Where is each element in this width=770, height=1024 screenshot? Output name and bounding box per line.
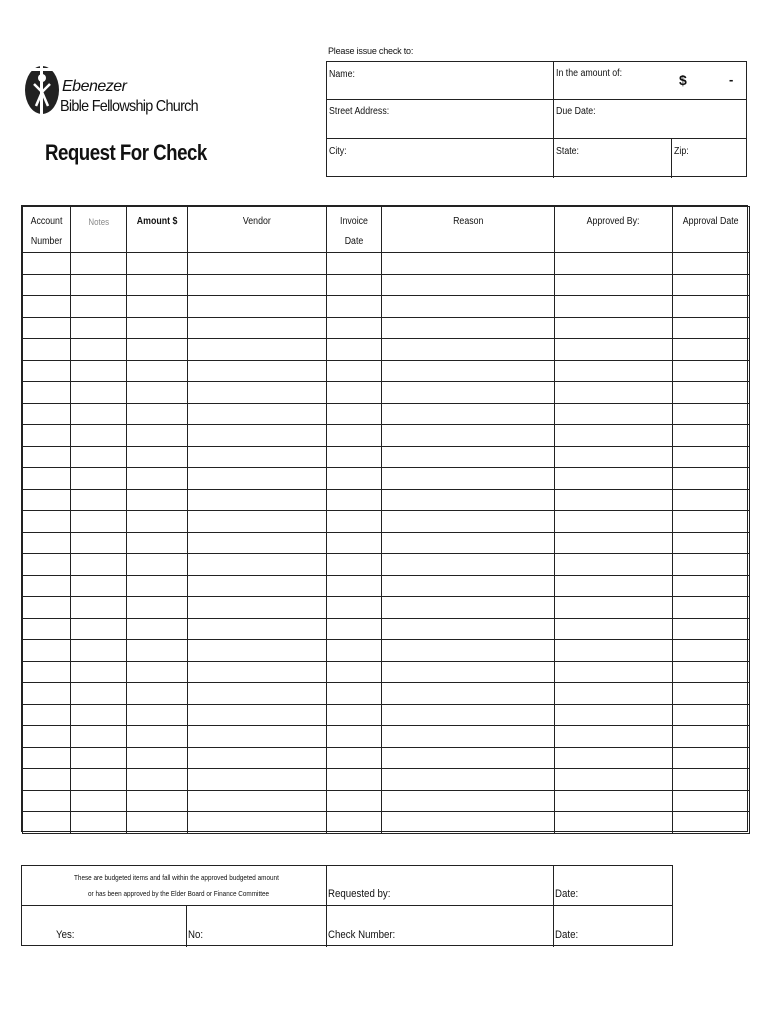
table-cell[interactable] — [188, 812, 327, 834]
table-cell[interactable] — [673, 661, 750, 683]
table-cell[interactable] — [382, 640, 555, 662]
table-cell[interactable] — [327, 317, 382, 339]
table-cell[interactable] — [673, 812, 750, 834]
table-cell[interactable] — [673, 683, 750, 705]
table-cell[interactable] — [673, 532, 750, 554]
table-cell[interactable] — [382, 618, 555, 640]
table-cell[interactable] — [188, 360, 327, 382]
table-cell[interactable] — [673, 339, 750, 361]
table-row — [23, 726, 750, 748]
table-cell[interactable] — [127, 726, 188, 748]
table-cell[interactable] — [327, 769, 382, 791]
table-cell[interactable] — [188, 382, 327, 404]
table-row — [23, 425, 750, 447]
date-label-1: Date: — [555, 888, 579, 900]
col-reason: Reason — [382, 207, 555, 253]
cross-figure-icon — [22, 54, 62, 120]
table-cell[interactable] — [673, 489, 750, 511]
table-cell[interactable] — [327, 554, 382, 576]
table-cell[interactable] — [188, 339, 327, 361]
table-cell[interactable] — [327, 425, 382, 447]
table-cell[interactable] — [23, 704, 71, 726]
table-cell[interactable] — [382, 446, 555, 468]
table-cell[interactable] — [382, 339, 555, 361]
table-row — [23, 274, 750, 296]
table-cell[interactable] — [71, 446, 127, 468]
table-cell[interactable] — [673, 597, 750, 619]
table-row — [23, 769, 750, 791]
table-cell[interactable] — [23, 597, 71, 619]
table-cell[interactable] — [555, 726, 673, 748]
table-cell[interactable] — [127, 253, 188, 275]
table-cell[interactable] — [188, 253, 327, 275]
col-amount: Amount $ — [127, 207, 188, 253]
street-address-label: Street Address: — [329, 106, 390, 117]
table-row — [23, 683, 750, 705]
table-cell[interactable] — [188, 317, 327, 339]
table-row — [23, 446, 750, 468]
table-cell[interactable] — [23, 726, 71, 748]
logo-line-1: Ebenezer — [62, 78, 127, 95]
table-cell[interactable] — [673, 253, 750, 275]
table-cell[interactable] — [382, 253, 555, 275]
table-cell[interactable] — [382, 382, 555, 404]
table-cell[interactable] — [382, 812, 555, 834]
table-cell[interactable] — [673, 296, 750, 318]
table-cell[interactable] — [23, 425, 71, 447]
table-cell[interactable] — [188, 618, 327, 640]
table-cell[interactable] — [188, 661, 327, 683]
table-cell[interactable] — [327, 296, 382, 318]
table-cell[interactable] — [127, 382, 188, 404]
table-cell[interactable] — [188, 554, 327, 576]
table-cell[interactable] — [382, 425, 555, 447]
table-cell[interactable] — [327, 253, 382, 275]
table-row — [23, 468, 750, 490]
table-cell[interactable] — [673, 382, 750, 404]
table-row — [23, 597, 750, 619]
table-cell[interactable] — [127, 360, 188, 382]
payee-info-box — [326, 61, 747, 177]
table-cell[interactable] — [382, 597, 555, 619]
table-cell[interactable] — [327, 489, 382, 511]
approval-footer-box — [21, 865, 673, 946]
table-cell[interactable] — [127, 296, 188, 318]
table-cell[interactable] — [127, 425, 188, 447]
table-cell[interactable] — [188, 597, 327, 619]
yes-label: Yes: — [56, 929, 75, 941]
table-cell[interactable] — [71, 575, 127, 597]
table-cell[interactable] — [188, 747, 327, 769]
table-cell[interactable] — [382, 360, 555, 382]
table-cell[interactable] — [127, 489, 188, 511]
table-row — [23, 640, 750, 662]
table-cell[interactable] — [382, 747, 555, 769]
table-cell[interactable] — [23, 489, 71, 511]
table-cell[interactable] — [71, 812, 127, 834]
table-cell[interactable] — [127, 683, 188, 705]
table-cell[interactable] — [555, 360, 673, 382]
check-number-label: Check Number: — [328, 929, 396, 941]
table-cell[interactable] — [127, 769, 188, 791]
church-logo — [22, 54, 198, 122]
table-cell[interactable] — [555, 597, 673, 619]
table-cell[interactable] — [327, 339, 382, 361]
table-row — [23, 704, 750, 726]
table-cell[interactable] — [673, 274, 750, 296]
issue-check-label: Please issue check to: — [328, 46, 414, 56]
table-cell[interactable] — [127, 597, 188, 619]
table-cell[interactable] — [555, 532, 673, 554]
table-cell[interactable] — [188, 769, 327, 791]
line-items-table — [21, 205, 748, 832]
table-cell[interactable] — [188, 446, 327, 468]
table-cell[interactable] — [555, 425, 673, 447]
table-cell[interactable] — [382, 554, 555, 576]
table-cell[interactable] — [382, 296, 555, 318]
table-cell[interactable] — [673, 769, 750, 791]
table-cell[interactable] — [673, 618, 750, 640]
table-cell[interactable] — [127, 640, 188, 662]
table-cell[interactable] — [555, 296, 673, 318]
table-cell[interactable] — [673, 446, 750, 468]
table-cell[interactable] — [382, 704, 555, 726]
table-cell[interactable] — [23, 468, 71, 490]
table-row — [23, 790, 750, 812]
table-cell[interactable] — [71, 532, 127, 554]
table-cell[interactable] — [673, 403, 750, 425]
amount-label: In the amount of: — [556, 68, 623, 79]
table-cell[interactable] — [327, 640, 382, 662]
table-row — [23, 747, 750, 769]
table-cell[interactable] — [382, 575, 555, 597]
table-cell[interactable] — [673, 575, 750, 597]
table-row — [23, 317, 750, 339]
col-account-number: Account Number — [23, 207, 71, 253]
table-cell[interactable] — [127, 274, 188, 296]
table-cell[interactable] — [382, 317, 555, 339]
table-cell[interactable] — [327, 747, 382, 769]
table-cell[interactable] — [71, 661, 127, 683]
table-cell[interactable] — [327, 446, 382, 468]
table-cell[interactable] — [327, 704, 382, 726]
table-cell[interactable] — [382, 726, 555, 748]
table-cell[interactable] — [127, 403, 188, 425]
table-cell[interactable] — [23, 253, 71, 275]
table-cell[interactable] — [127, 511, 188, 533]
table-cell[interactable] — [327, 790, 382, 812]
table-cell[interactable] — [23, 769, 71, 791]
table-cell[interactable] — [673, 704, 750, 726]
table-cell[interactable] — [127, 790, 188, 812]
table-cell[interactable] — [23, 532, 71, 554]
table-cell[interactable] — [127, 747, 188, 769]
table-cell[interactable] — [188, 274, 327, 296]
table-cell[interactable] — [555, 683, 673, 705]
col-invoice-date: Invoice Date — [327, 207, 382, 253]
table-cell[interactable] — [382, 532, 555, 554]
table-cell[interactable] — [555, 704, 673, 726]
table-cell[interactable] — [23, 790, 71, 812]
table-cell[interactable] — [23, 446, 71, 468]
table-cell[interactable] — [23, 382, 71, 404]
table-row — [23, 360, 750, 382]
table-cell[interactable] — [327, 532, 382, 554]
table-cell[interactable] — [673, 640, 750, 662]
table-cell[interactable] — [188, 726, 327, 748]
table-cell[interactable] — [555, 554, 673, 576]
table-cell[interactable] — [23, 511, 71, 533]
table-cell[interactable] — [23, 274, 71, 296]
table-cell[interactable] — [23, 317, 71, 339]
date-label-2: Date: — [555, 929, 579, 941]
table-cell[interactable] — [23, 296, 71, 318]
amount-currency: $ — [679, 72, 687, 88]
table-cell[interactable] — [555, 618, 673, 640]
table-cell[interactable] — [23, 618, 71, 640]
table-cell[interactable] — [382, 274, 555, 296]
table-cell[interactable] — [327, 726, 382, 748]
table-cell[interactable] — [382, 683, 555, 705]
table-cell[interactable] — [382, 489, 555, 511]
table-cell[interactable] — [673, 511, 750, 533]
table-cell[interactable] — [555, 317, 673, 339]
table-cell[interactable] — [71, 597, 127, 619]
table-row — [23, 382, 750, 404]
table-cell[interactable] — [188, 640, 327, 662]
zip-label: Zip: — [674, 146, 689, 157]
table-cell[interactable] — [71, 747, 127, 769]
table-cell[interactable] — [127, 618, 188, 640]
table-cell[interactable] — [673, 468, 750, 490]
due-date-label: Due Date: — [556, 106, 596, 117]
table-cell[interactable] — [23, 683, 71, 705]
table-cell[interactable] — [673, 726, 750, 748]
table-cell[interactable] — [127, 554, 188, 576]
table-row — [23, 253, 750, 275]
table-row — [23, 532, 750, 554]
col-notes: Notes — [71, 207, 127, 253]
col-vendor: Vendor — [188, 207, 327, 253]
table-cell[interactable] — [327, 511, 382, 533]
requested-by-label: Requested by: — [328, 888, 391, 900]
table-cell[interactable] — [71, 253, 127, 275]
table-cell[interactable] — [673, 554, 750, 576]
table-cell[interactable] — [382, 790, 555, 812]
table-row — [23, 618, 750, 640]
table-cell[interactable] — [71, 274, 127, 296]
table-cell[interactable] — [555, 790, 673, 812]
table-cell[interactable] — [71, 403, 127, 425]
table-cell[interactable] — [127, 575, 188, 597]
table-cell[interactable] — [71, 683, 127, 705]
table-row — [23, 661, 750, 683]
table-cell[interactable] — [71, 511, 127, 533]
table-cell[interactable] — [673, 317, 750, 339]
table-cell[interactable] — [555, 747, 673, 769]
table-cell[interactable] — [327, 683, 382, 705]
logo-line-2: Bible Fellowship Church — [60, 98, 198, 115]
table-cell[interactable] — [555, 339, 673, 361]
table-cell[interactable] — [555, 403, 673, 425]
table-row — [23, 489, 750, 511]
col-approved-by: Approved By: — [555, 207, 673, 253]
table-cell[interactable] — [327, 597, 382, 619]
table-cell[interactable] — [71, 382, 127, 404]
table-cell[interactable] — [71, 790, 127, 812]
table-cell[interactable] — [71, 339, 127, 361]
table-cell[interactable] — [71, 618, 127, 640]
table-cell[interactable] — [127, 339, 188, 361]
table-cell[interactable] — [71, 726, 127, 748]
table-cell[interactable] — [673, 747, 750, 769]
table-cell[interactable] — [23, 661, 71, 683]
table-cell[interactable] — [127, 468, 188, 490]
table-row — [23, 296, 750, 318]
table-cell[interactable] — [188, 296, 327, 318]
table-row — [23, 812, 750, 834]
name-label: Name: — [329, 69, 355, 80]
table-cell[interactable] — [71, 360, 127, 382]
table-cell[interactable] — [71, 640, 127, 662]
table-cell[interactable] — [555, 575, 673, 597]
table-cell[interactable] — [327, 661, 382, 683]
table-cell[interactable] — [555, 489, 673, 511]
table-cell[interactable] — [555, 382, 673, 404]
table-cell[interactable] — [23, 640, 71, 662]
table-cell[interactable] — [71, 296, 127, 318]
table-cell[interactable] — [673, 360, 750, 382]
table-cell[interactable] — [71, 468, 127, 490]
page-title: Request For Check — [45, 140, 207, 165]
col-approval-date: Approval Date — [673, 207, 750, 253]
table-cell[interactable] — [127, 446, 188, 468]
table-cell[interactable] — [188, 575, 327, 597]
table-cell[interactable] — [327, 403, 382, 425]
table-cell[interactable] — [382, 661, 555, 683]
table-cell[interactable] — [327, 274, 382, 296]
state-label: State: — [556, 146, 580, 157]
table-cell[interactable] — [188, 468, 327, 490]
table-cell[interactable] — [555, 468, 673, 490]
table-cell[interactable] — [127, 812, 188, 834]
table-cell[interactable] — [23, 812, 71, 834]
table-cell[interactable] — [555, 812, 673, 834]
table-cell[interactable] — [382, 769, 555, 791]
table-cell[interactable] — [188, 683, 327, 705]
table-cell[interactable] — [188, 425, 327, 447]
table-cell[interactable] — [71, 554, 127, 576]
table-cell[interactable] — [23, 360, 71, 382]
table-cell[interactable] — [382, 403, 555, 425]
table-row — [23, 575, 750, 597]
table-cell[interactable] — [327, 575, 382, 597]
table-cell[interactable] — [555, 274, 673, 296]
table-cell[interactable] — [23, 403, 71, 425]
city-label: City: — [329, 146, 347, 157]
amount-value[interactable]: - — [729, 72, 734, 87]
table-cell[interactable] — [327, 382, 382, 404]
budget-note-line-1: These are budgeted items and fall within the approved budgeted amount — [74, 873, 279, 882]
table-cell[interactable] — [555, 446, 673, 468]
table-cell[interactable] — [71, 704, 127, 726]
no-label: No: — [188, 929, 204, 941]
table-cell[interactable] — [382, 468, 555, 490]
table-cell[interactable] — [555, 661, 673, 683]
table-cell[interactable] — [188, 489, 327, 511]
table-cell[interactable] — [188, 511, 327, 533]
table-cell[interactable] — [71, 489, 127, 511]
table-cell[interactable] — [673, 425, 750, 447]
table-cell[interactable] — [71, 769, 127, 791]
table-cell[interactable] — [23, 554, 71, 576]
table-cell[interactable] — [23, 747, 71, 769]
table-cell[interactable] — [555, 511, 673, 533]
table-cell[interactable] — [327, 618, 382, 640]
table-cell[interactable] — [127, 704, 188, 726]
table-cell[interactable] — [188, 790, 327, 812]
table-cell[interactable] — [127, 661, 188, 683]
name-field[interactable] — [329, 69, 355, 80]
table-cell[interactable] — [327, 360, 382, 382]
table-row — [23, 511, 750, 533]
table-cell[interactable] — [127, 317, 188, 339]
table-cell[interactable] — [327, 812, 382, 834]
table-cell[interactable] — [188, 704, 327, 726]
table-cell[interactable] — [555, 640, 673, 662]
table-row — [23, 339, 750, 361]
table-cell[interactable] — [23, 575, 71, 597]
table-cell[interactable] — [71, 317, 127, 339]
table-row — [23, 554, 750, 576]
budget-note-line-2: or has been approved by the Elder Board or Finance Committee — [88, 889, 270, 898]
table-row — [23, 403, 750, 425]
table-cell[interactable] — [555, 253, 673, 275]
table-cell[interactable] — [71, 425, 127, 447]
table-cell[interactable] — [188, 532, 327, 554]
table-cell[interactable] — [127, 532, 188, 554]
table-cell[interactable] — [23, 339, 71, 361]
table-cell[interactable] — [382, 511, 555, 533]
table-cell[interactable] — [673, 790, 750, 812]
table-cell[interactable] — [327, 468, 382, 490]
table-cell[interactable] — [188, 403, 327, 425]
table-cell[interactable] — [555, 769, 673, 791]
